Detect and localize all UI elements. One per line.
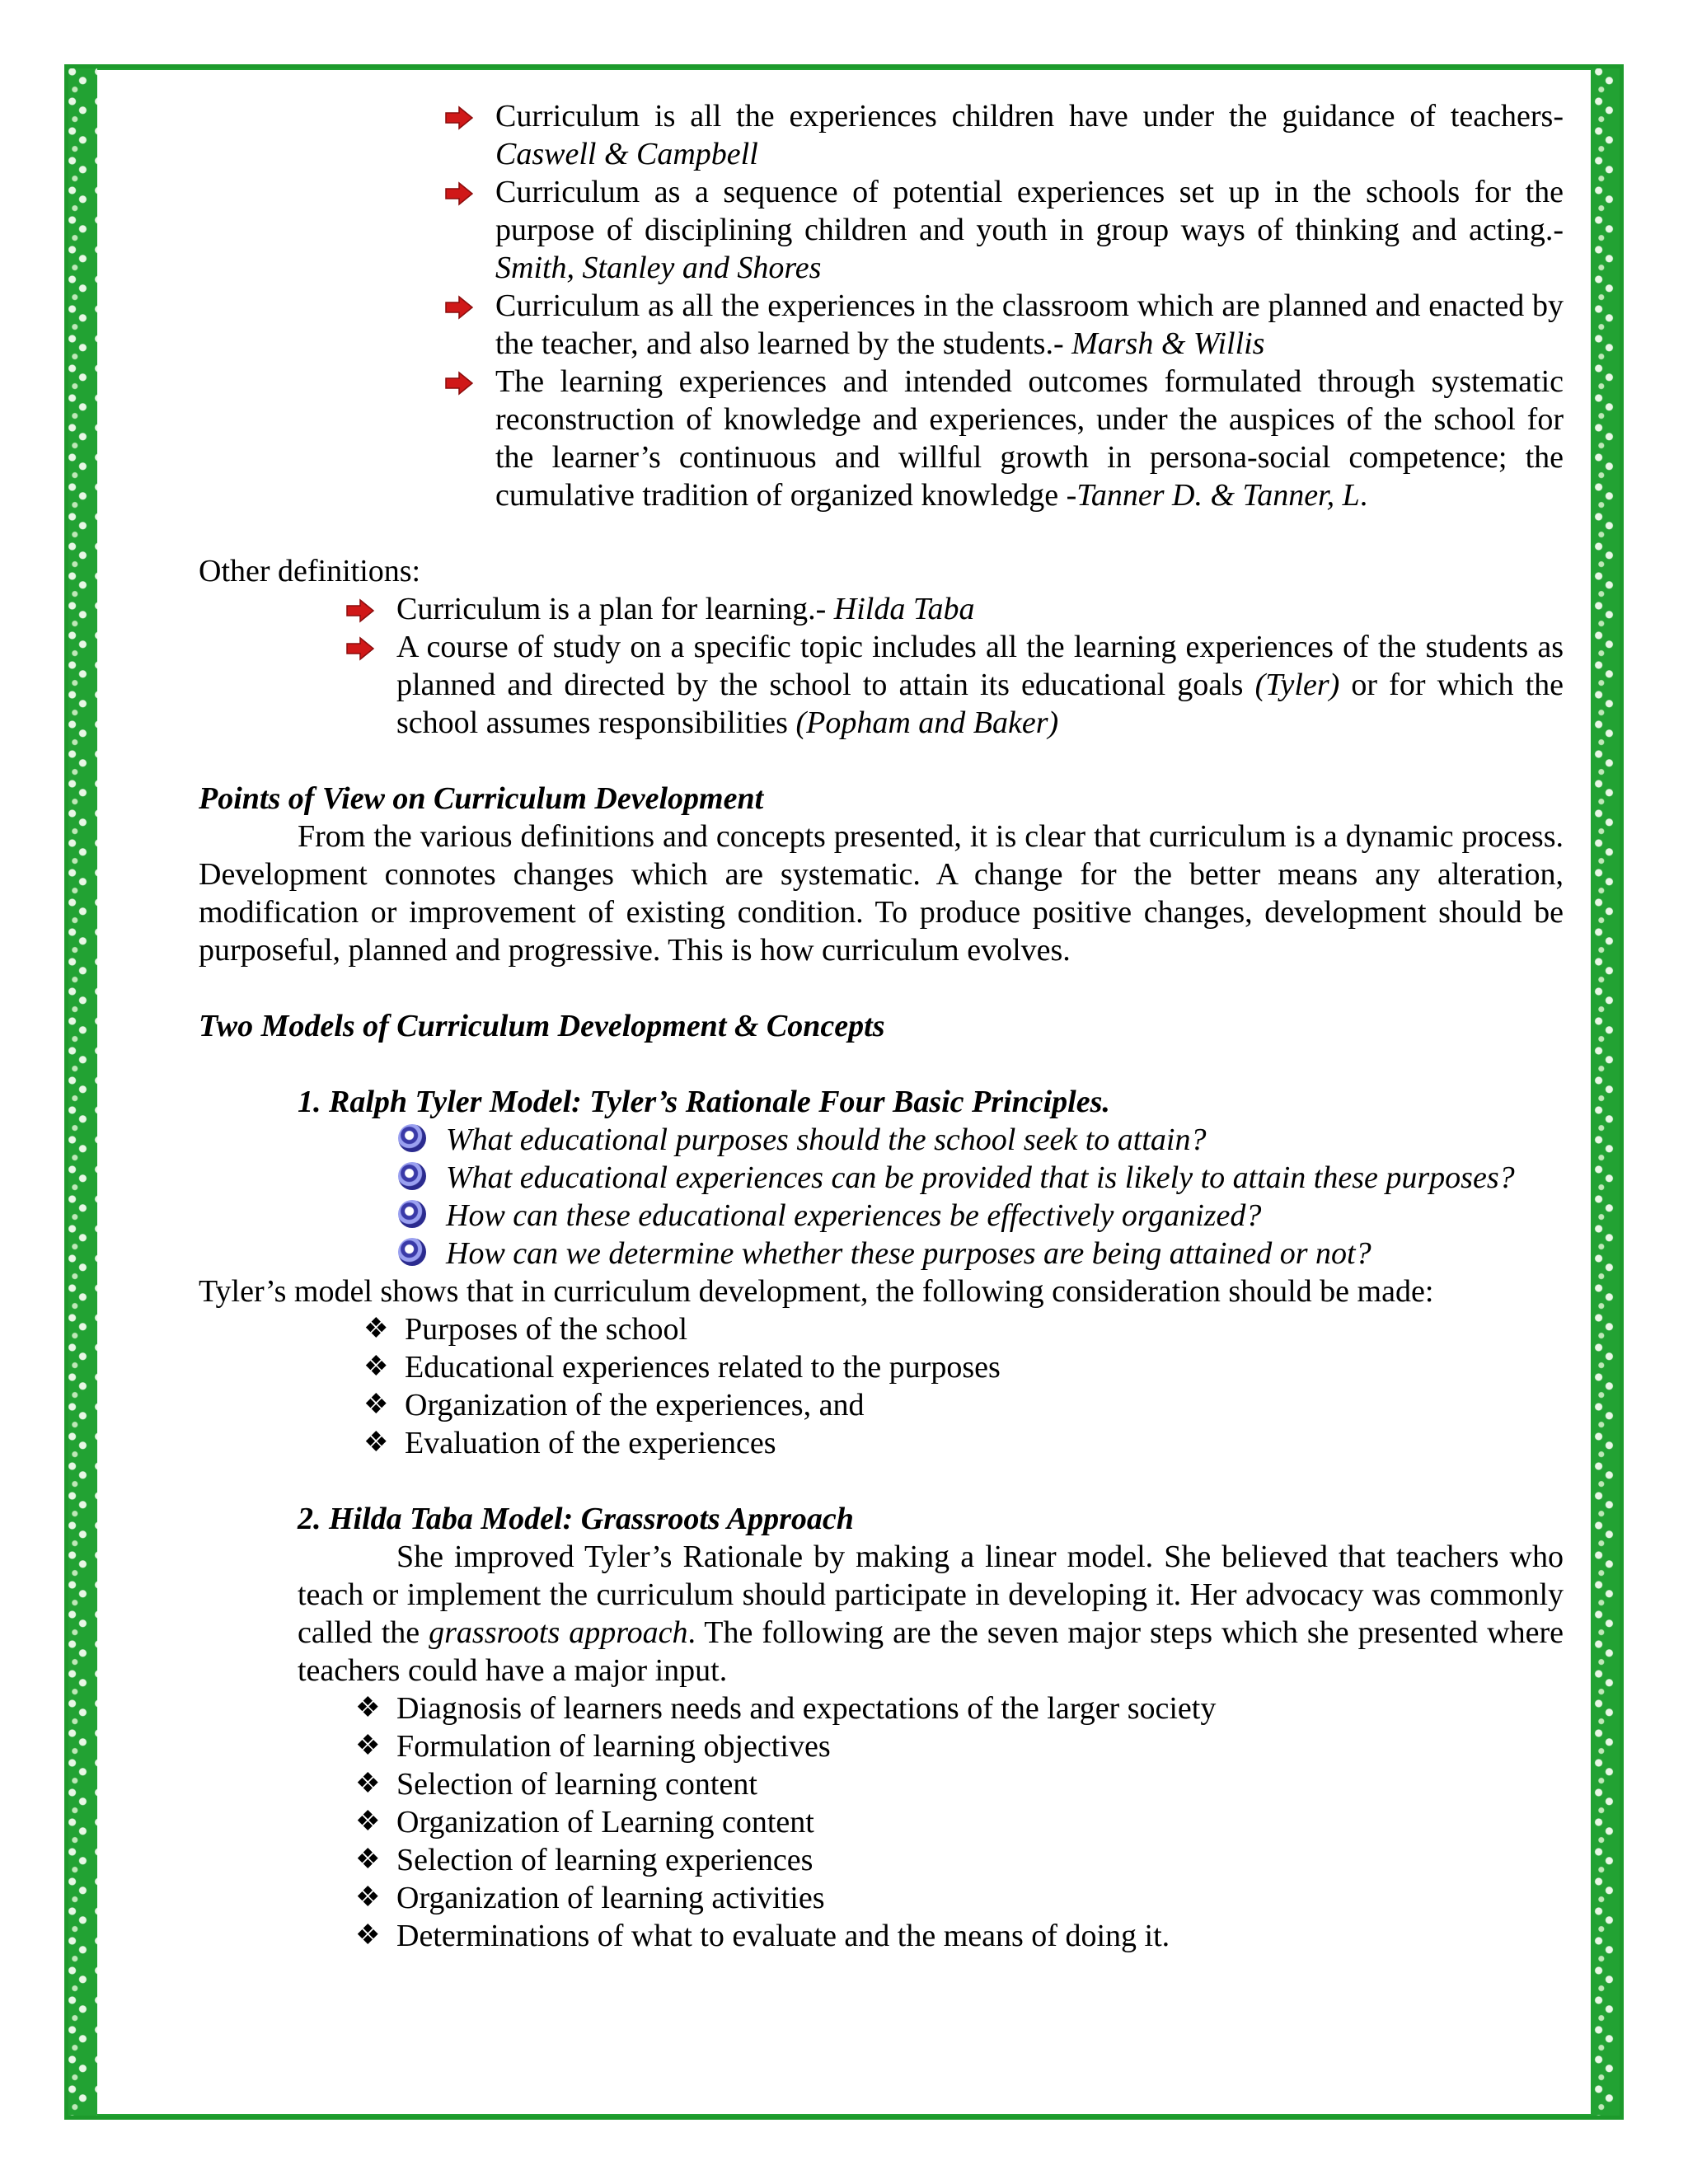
definition-text: A course of study on a specific topic includes all the learning experiences of the students as planned and directed by the school to attain its educational goals [396, 630, 1564, 702]
definition-author: Marsh & Willis [1071, 326, 1265, 361]
diamond-bullet-icon: ❖ [355, 1844, 381, 1875]
definition-tail: . [1359, 478, 1368, 513]
definition-author: Caswell & Campbell [495, 137, 758, 171]
question-text: How can these educational experiences be effectively organized? [446, 1198, 1262, 1233]
section-heading-two-models: Two Models of Curriculum Development & Concepts [199, 1009, 885, 1043]
red-arrow-bullet-icon [444, 371, 474, 396]
diamond-bullet-icon: ❖ [355, 1882, 381, 1913]
diamond-bullet-icon: ❖ [363, 1314, 389, 1344]
points-paragraph: From the various definitions and concepts presented, it is clear that curriculum is a dynamic process. Development connotes changes which are systematic. A change for the better means any alteration, modification or improvement of existing condition. To produce positive changes, development should be purposeful, planned and progressive. This is how curriculum evolves. [199, 819, 1564, 968]
diamond-bullet-icon: ❖ [363, 1352, 389, 1382]
step-text: Organization of Learning content [396, 1805, 814, 1840]
consideration-text: Evaluation of the experiences [405, 1426, 776, 1460]
definition-text: or for which the school assumes responsibilities [396, 668, 1564, 740]
list-item [446, 1121, 1564, 1159]
list-item [495, 287, 1564, 363]
blue-swirl-bullet-icon [398, 1200, 426, 1228]
diamond-bullet-icon: ❖ [355, 1807, 381, 1837]
red-arrow-bullet-icon [444, 295, 474, 320]
list-item [396, 590, 1564, 628]
top-definitions-list [495, 97, 1564, 514]
list-item [363, 1348, 1564, 1386]
definition-text: The learning experiences and intended outcomes formulated through systematic reconstruction of knowledge and experiences, under the auspices of the school for the learner’s continuous and willful growth in persona-social competence; the cumulative tradition of organized knowledge - [495, 364, 1564, 513]
diamond-bullet-icon: ❖ [355, 1920, 381, 1951]
step-text: Selection of learning content [396, 1767, 757, 1802]
question-text: What educational purposes should the school seek to attain? [446, 1122, 1207, 1157]
list-item [363, 1386, 1564, 1424]
consideration-text: Organization of the experiences, and [405, 1388, 865, 1422]
blue-swirl-bullet-icon [398, 1238, 426, 1266]
consideration-text: Purposes of the school [405, 1312, 688, 1347]
list-item [396, 628, 1564, 742]
diamond-bullet-icon: ❖ [355, 1731, 381, 1761]
citation: (Tyler) [1254, 668, 1340, 702]
red-arrow-bullet-icon [345, 598, 375, 623]
tyler-intro: Tyler’s model shows that in curriculum development, the following consideration should be made: [199, 1274, 1434, 1309]
list-item [446, 1235, 1564, 1272]
other-definitions-list [396, 590, 1564, 742]
step-text: Diagnosis of learners needs and expectations of the larger society [396, 1691, 1217, 1726]
blue-swirl-bullet-icon [398, 1162, 426, 1190]
list-item [495, 173, 1564, 287]
tyler-considerations-list [363, 1310, 1564, 1462]
list-item [355, 1879, 1564, 1917]
diamond-bullet-icon: ❖ [355, 1693, 381, 1723]
diamond-bullet-icon: ❖ [363, 1427, 389, 1458]
step-text: Organization of learning activities [396, 1881, 825, 1915]
list-item [495, 97, 1564, 173]
red-arrow-bullet-icon [444, 105, 474, 130]
taba-paragraph-text: . The following are the seven major steps which she presented where teachers could have a major input. [298, 1615, 1564, 1688]
taba-paragraph [298, 1538, 1564, 1690]
list-item [495, 363, 1564, 514]
diamond-bullet-icon: ❖ [355, 1769, 381, 1799]
list-item [355, 1803, 1564, 1841]
step-text: Formulation of learning objectives [396, 1729, 831, 1764]
tyler-questions-list [446, 1121, 1564, 1272]
list-item [355, 1727, 1564, 1765]
definition-text: Curriculum is a plan for learning.- [396, 592, 834, 626]
taba-heading: 2. Hilda Taba Model: Grassroots Approach [298, 1502, 854, 1536]
definition-text: Curriculum as all the experiences in the classroom which are planned and enacted by the teacher, and also learned by the students.- [495, 288, 1564, 361]
tyler-heading: 1. Ralph Tyler Model: Tyler’s Rationale Four Basic Principles. [298, 1085, 1110, 1119]
consideration-text: Educational experiences related to the purposes [405, 1350, 1001, 1385]
list-item [355, 1841, 1564, 1879]
list-item [446, 1197, 1564, 1235]
list-item [363, 1310, 1564, 1348]
citation: (Popham and Baker) [795, 705, 1059, 740]
definition-text: Curriculum is all the experiences children have under the guidance of teachers- [495, 99, 1564, 134]
section-heading-points-of-view: Points of View on Curriculum Development [199, 781, 764, 816]
document-body [199, 97, 1564, 1955]
definition-text: Curriculum as a sequence of potential experiences set up in the schools for the purpose of disciplining children and youth in group ways of thinking and acting.- [495, 175, 1564, 247]
question-text: How can we determine whether these purposes are being attained or not? [446, 1236, 1372, 1271]
list-item [355, 1917, 1564, 1955]
step-text: Determinations of what to evaluate and the means of doing it. [396, 1919, 1170, 1953]
other-definitions-label: Other definitions: [199, 554, 421, 588]
list-item [355, 1690, 1564, 1727]
definition-author: Tanner D. & Tanner, L [1076, 478, 1360, 513]
blue-swirl-bullet-icon [398, 1124, 426, 1152]
question-text: What educational experiences can be provided that is likely to attain these purposes? [446, 1160, 1515, 1195]
definition-author: Smith, Stanley and Shores [495, 251, 822, 285]
taba-emphasis: grassroots approach [429, 1615, 688, 1650]
step-text: Selection of learning experiences [396, 1843, 814, 1877]
list-item [363, 1424, 1564, 1462]
red-arrow-bullet-icon [444, 181, 474, 206]
definition-author: Hilda Taba [833, 592, 975, 626]
list-item [355, 1765, 1564, 1803]
taba-steps-list [355, 1690, 1564, 1955]
taba-paragraph-text: She improved Tyler’s Rationale by making a linear model. She believed that teachers who teach or implement the curriculum should participate in developing it. Her advocacy was commonly called the [298, 1540, 1564, 1650]
diamond-bullet-icon: ❖ [363, 1390, 389, 1420]
red-arrow-bullet-icon [345, 636, 375, 661]
list-item [446, 1159, 1564, 1197]
